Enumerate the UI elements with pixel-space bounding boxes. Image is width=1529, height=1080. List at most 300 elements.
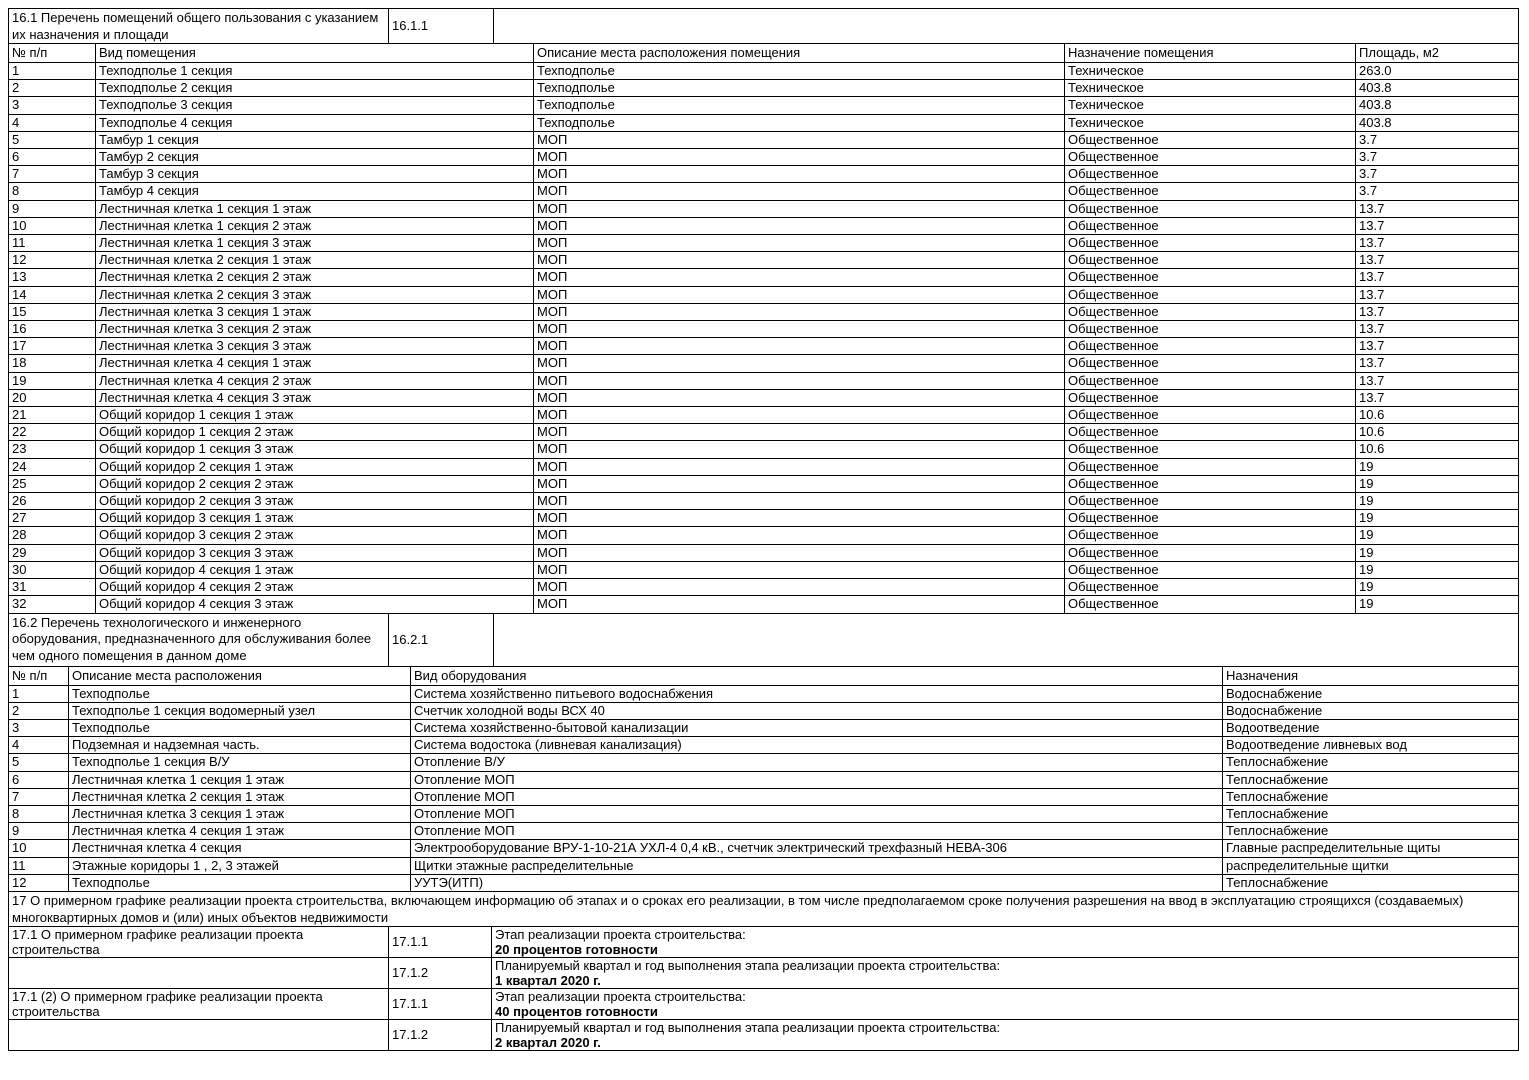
schedule-label-cell: [9, 957, 389, 988]
table-row: [9, 823, 1519, 840]
table-cell: 13.7: [1356, 372, 1519, 389]
table-cell: 13.7: [1356, 200, 1519, 217]
table-cell: 11: [9, 235, 96, 252]
table-cell: Техническое: [1065, 63, 1356, 80]
table-cell: Общий коридор 4 секция 1 этаж: [96, 561, 534, 578]
table-cell: Общественное: [1065, 269, 1356, 286]
table-cell: Счетчик холодной воды ВСХ 40: [411, 702, 1223, 719]
table-row: [9, 840, 1519, 857]
table-cell: 6: [9, 771, 69, 788]
table-cell: 19: [1356, 579, 1519, 596]
table-cell: 9: [9, 823, 69, 840]
table-row: [9, 80, 1519, 97]
col-header-function: Назначения: [1223, 666, 1519, 685]
table-cell: 30: [9, 561, 96, 578]
table-cell: 19: [1356, 458, 1519, 475]
table-cell: 6: [9, 149, 96, 166]
equipment-table: [8, 666, 1519, 892]
schedule-label-cell: 17.1 (2) О примерном графике реализации проекта строительства: [9, 988, 389, 1019]
table-cell: 13.7: [1356, 269, 1519, 286]
schedule-desc: Этап реализации проекта строительства:: [495, 988, 746, 1004]
table-cell: Общественное: [1065, 372, 1356, 389]
table-cell: Лестничная клетка 3 секция 2 этаж: [96, 321, 534, 338]
table-row: [9, 771, 1519, 788]
table-cell: Техподполье 1 секция В/У: [69, 754, 411, 771]
table-cell: МОП: [534, 424, 1065, 441]
table-cell: Техподполье: [69, 874, 411, 891]
table-cell: МОП: [534, 183, 1065, 200]
table-cell: Общественное: [1065, 407, 1356, 424]
table-cell: МОП: [534, 596, 1065, 613]
table-row: [9, 458, 1519, 475]
col-header-area: Площадь, м2: [1356, 44, 1519, 63]
col-header-purpose: Назначение помещения: [1065, 44, 1356, 63]
table-cell: Общественное: [1065, 217, 1356, 234]
schedule-content-cell: [492, 988, 1519, 1019]
table-cell: 11: [9, 857, 69, 874]
table-row: [9, 149, 1519, 166]
table-row: [9, 441, 1519, 458]
table-cell: 10.6: [1356, 407, 1519, 424]
table-row: [9, 355, 1519, 372]
table-row: [9, 874, 1519, 891]
common-rooms-table-body: [9, 63, 1519, 614]
table-cell: Электрооборудование ВРУ-1-10-21А УХЛ-4 0,4 кВ., счетчик электрический трехфазный НЕВА-306: [411, 840, 1223, 857]
table-cell: МОП: [534, 217, 1065, 234]
table-cell: МОП: [534, 131, 1065, 148]
table-cell: Общественное: [1065, 131, 1356, 148]
table-row: [9, 737, 1519, 754]
table-cell: Лестничная клетка 3 секция 1 этаж: [96, 303, 534, 320]
schedule-row: [9, 1019, 1519, 1050]
table-cell: 16: [9, 321, 96, 338]
table-cell: МОП: [534, 407, 1065, 424]
table-cell: МОП: [534, 579, 1065, 596]
schedule-row: [9, 957, 1519, 988]
schedule-desc: Этап реализации проекта строительства:: [495, 926, 746, 942]
table-cell: МОП: [534, 149, 1065, 166]
table-cell: Общественное: [1065, 252, 1356, 269]
table-cell: Общественное: [1065, 183, 1356, 200]
table-cell: МОП: [534, 561, 1065, 578]
table-cell: Лестничная клетка 4 секция 2 этаж: [96, 372, 534, 389]
table-cell: Теплоснабжение: [1223, 788, 1519, 805]
table-cell: Щитки этажные распределительные: [411, 857, 1223, 874]
table-cell: Тамбур 1 секция: [96, 131, 534, 148]
table-cell: МОП: [534, 338, 1065, 355]
table-cell: 8: [9, 183, 96, 200]
schedule-desc: Планируемый квартал и год выполнения этапа реализации проекта строительства:: [495, 1019, 1001, 1035]
table-cell: Техподполье: [534, 97, 1065, 114]
table-row: [9, 372, 1519, 389]
table-row: [9, 596, 1519, 613]
table-cell: Теплоснабжение: [1223, 805, 1519, 822]
table-cell: 13.7: [1356, 235, 1519, 252]
table-cell: Общественное: [1065, 544, 1356, 561]
table-row: [9, 183, 1519, 200]
table-cell: МОП: [534, 372, 1065, 389]
table-row: [9, 702, 1519, 719]
table-cell: Общественное: [1065, 458, 1356, 475]
table-row: [9, 788, 1519, 805]
table-cell: МОП: [534, 269, 1065, 286]
table-cell: МОП: [534, 252, 1065, 269]
schedule-label-cell: [9, 1019, 389, 1050]
table-cell: Общий коридор 3 секция 2 этаж: [96, 527, 534, 544]
table-row: [9, 286, 1519, 303]
table-row: [9, 475, 1519, 492]
table-cell: МОП: [534, 493, 1065, 510]
table-cell: 24: [9, 458, 96, 475]
section-16-2-title: 16.2 Перечень технологического и инженерного оборудования, предназначенного для обслуживания более чем одного помещения в данном доме: [9, 613, 389, 666]
table-row: [9, 63, 1519, 80]
table-cell: Общий коридор 4 секция 2 этаж: [96, 579, 534, 596]
table-cell: Общий коридор 1 секция 3 этаж: [96, 441, 534, 458]
table-cell: 7: [9, 166, 96, 183]
table-cell: Отопление МОП: [411, 823, 1223, 840]
table-cell: 19: [1356, 493, 1519, 510]
table-cell: Лестничная клетка 3 секция 3 этаж: [96, 338, 534, 355]
declaration-document: [8, 8, 1518, 1051]
table-cell: Лестничная клетка 4 секция 3 этаж: [96, 389, 534, 406]
table-cell: Этажные коридоры 1 , 2, 3 этажей: [69, 857, 411, 874]
table-cell: 3.7: [1356, 166, 1519, 183]
section-16-1-empty-cell: [494, 9, 1519, 44]
table-cell: Общественное: [1065, 510, 1356, 527]
table-cell: 13.7: [1356, 286, 1519, 303]
col-header-num: № п/п: [9, 666, 69, 685]
table-cell: Теплоснабжение: [1223, 754, 1519, 771]
table-cell: Лестничная клетка 2 секция 3 этаж: [96, 286, 534, 303]
table-cell: Система хозяйственно-бытовой канализации: [411, 719, 1223, 736]
table-row: [9, 424, 1519, 441]
table-cell: 263.0: [1356, 63, 1519, 80]
table-cell: 1: [9, 63, 96, 80]
schedule-content-cell: [492, 1019, 1519, 1050]
table-cell: Водоотведение ливневых вод: [1223, 737, 1519, 754]
table-row: [9, 131, 1519, 148]
table-cell: 13.7: [1356, 217, 1519, 234]
table-cell: 13.7: [1356, 389, 1519, 406]
schedule-row: [9, 988, 1519, 1019]
table-cell: 22: [9, 424, 96, 441]
table-cell: Техподполье: [69, 719, 411, 736]
table-cell: Лестничная клетка 1 секция 1 этаж: [69, 771, 411, 788]
table-cell: Общественное: [1065, 355, 1356, 372]
table-cell: Техподполье: [534, 63, 1065, 80]
table-row: [9, 252, 1519, 269]
equipment-table-head: [9, 666, 1519, 685]
table-row: [9, 754, 1519, 771]
table-cell: Теплоснабжение: [1223, 823, 1519, 840]
table-cell: 10: [9, 217, 96, 234]
table-cell: 9: [9, 200, 96, 217]
section-16-1-title: 16.1 Перечень помещений общего пользования с указанием их назначения и площади: [9, 9, 389, 44]
table-cell: Общественное: [1065, 149, 1356, 166]
table-cell: Техподполье: [534, 114, 1065, 131]
table-cell: МОП: [534, 235, 1065, 252]
schedule-value: 20 процентов готовности: [495, 941, 658, 957]
table-cell: Отопление В/У: [411, 754, 1223, 771]
table-cell: Лестничная клетка 2 секция 1 этаж: [69, 788, 411, 805]
col-header-num: № п/п: [9, 44, 96, 63]
table-cell: Техподполье: [534, 80, 1065, 97]
table-cell: 2: [9, 80, 96, 97]
table-cell: Общественное: [1065, 166, 1356, 183]
table-row: [9, 805, 1519, 822]
table-cell: 3.7: [1356, 149, 1519, 166]
table-cell: 3.7: [1356, 183, 1519, 200]
table-cell: Лестничная клетка 1 секция 1 этаж: [96, 200, 534, 217]
table-row: [9, 544, 1519, 561]
table-row: [9, 166, 1519, 183]
table-cell: Общественное: [1065, 200, 1356, 217]
table-cell: Техническое: [1065, 97, 1356, 114]
table-row: [9, 217, 1519, 234]
table-row: [9, 561, 1519, 578]
table-row: [9, 303, 1519, 320]
table-cell: Тамбур 3 секция: [96, 166, 534, 183]
table-cell: 403.8: [1356, 97, 1519, 114]
schedule-value: 1 квартал 2020 г.: [495, 972, 601, 988]
table-cell: 13.7: [1356, 355, 1519, 372]
table-cell: 29: [9, 544, 96, 561]
table-cell: 19: [1356, 510, 1519, 527]
table-cell: 3.7: [1356, 131, 1519, 148]
table-cell: 19: [1356, 561, 1519, 578]
table-cell: МОП: [534, 200, 1065, 217]
table-row: [9, 235, 1519, 252]
table-cell: 19: [1356, 596, 1519, 613]
table-cell: 403.8: [1356, 114, 1519, 131]
table-cell: 19: [1356, 475, 1519, 492]
table-cell: Лестничная клетка 4 секция: [69, 840, 411, 857]
schedule-code-cell: 17.1.1: [389, 988, 492, 1019]
table-cell: МОП: [534, 355, 1065, 372]
col-header-equipment-type: Вид оборудования: [411, 666, 1223, 685]
table-cell: Техподполье 3 секция: [96, 97, 534, 114]
table-cell: Общественное: [1065, 527, 1356, 544]
table-cell: Общественное: [1065, 561, 1356, 578]
table-cell: 19: [9, 372, 96, 389]
table-cell: Общественное: [1065, 441, 1356, 458]
table-cell: Общественное: [1065, 303, 1356, 320]
table-cell: 28: [9, 527, 96, 544]
table-cell: 18: [9, 355, 96, 372]
section-note-row: [9, 891, 1519, 926]
table-cell: Система водостока (ливневая канализация): [411, 737, 1223, 754]
table-cell: Лестничная клетка 1 секция 2 этаж: [96, 217, 534, 234]
table-cell: 13.7: [1356, 303, 1519, 320]
table-cell: 4: [9, 737, 69, 754]
table-row: [9, 321, 1519, 338]
table-cell: 10.6: [1356, 441, 1519, 458]
table-cell: Отопление МОП: [411, 805, 1223, 822]
table-cell: Техническое: [1065, 114, 1356, 131]
table-cell: Лестничная клетка 4 секция 1 этаж: [96, 355, 534, 372]
table-cell: МОП: [534, 303, 1065, 320]
table-cell: Общий коридор 4 секция 3 этаж: [96, 596, 534, 613]
table-cell: Общий коридор 3 секция 3 этаж: [96, 544, 534, 561]
section-16-1-code: 16.1.1: [389, 9, 494, 44]
table-cell: Общественное: [1065, 338, 1356, 355]
table-cell: Общественное: [1065, 321, 1356, 338]
table-row: [9, 269, 1519, 286]
section-17-text: 17 О примерном графике реализации проекта строительства, включающем информацию об этапах и о сроках его реализации, в том числе предполагаемом сроке получения разрешения на ввод в эксплуатацию строящихся (создаваемых) многоквартирных домов и (или) иных объектов недвижимости: [9, 891, 1519, 926]
table-cell: Лестничная клетка 3 секция 1 этаж: [69, 805, 411, 822]
table-cell: Лестничная клетка 2 секция 1 этаж: [96, 252, 534, 269]
table-cell: 13.7: [1356, 321, 1519, 338]
schedule-table: [8, 926, 1519, 1051]
table-row: [9, 493, 1519, 510]
table-cell: Общественное: [1065, 475, 1356, 492]
table-cell: 21: [9, 407, 96, 424]
col-header-location: Описание места расположения помещения: [534, 44, 1065, 63]
section-header-row: [9, 613, 1519, 666]
table-cell: 7: [9, 788, 69, 805]
table-cell: 32: [9, 596, 96, 613]
table-cell: Лестничная клетка 4 секция 1 этаж: [69, 823, 411, 840]
table-cell: 1: [9, 685, 69, 702]
schedule-value: 2 квартал 2020 г.: [495, 1034, 601, 1050]
table-cell: 15: [9, 303, 96, 320]
table-cell: 3: [9, 719, 69, 736]
table-cell: 26: [9, 493, 96, 510]
table-cell: Система хозяйственно питьевого водоснабжения: [411, 685, 1223, 702]
table-cell: МОП: [534, 458, 1065, 475]
table-cell: 5: [9, 131, 96, 148]
table-cell: 10.6: [1356, 424, 1519, 441]
table-cell: 4: [9, 114, 96, 131]
table-row: [9, 510, 1519, 527]
table-cell: Техподполье: [69, 685, 411, 702]
table-cell: 12: [9, 874, 69, 891]
table-row: [9, 200, 1519, 217]
table-cell: 23: [9, 441, 96, 458]
table-cell: Отопление МОП: [411, 771, 1223, 788]
col-header-location: Описание места расположения: [69, 666, 411, 685]
table-cell: 13: [9, 269, 96, 286]
col-header-room-type: Вид помещения: [96, 44, 534, 63]
schedule-code-cell: 17.1.1: [389, 926, 492, 957]
table-cell: 19: [1356, 527, 1519, 544]
table-header-row: [9, 44, 1519, 63]
table-cell: Общий коридор 2 секция 1 этаж: [96, 458, 534, 475]
table-cell: Общий коридор 2 секция 3 этаж: [96, 493, 534, 510]
table-cell: МОП: [534, 389, 1065, 406]
table-cell: Техподполье 4 секция: [96, 114, 534, 131]
table-cell: Общественное: [1065, 235, 1356, 252]
schedule-code-cell: 17.1.2: [389, 1019, 492, 1050]
table-cell: МОП: [534, 286, 1065, 303]
table-row: [9, 527, 1519, 544]
table-cell: распределительные щитки: [1223, 857, 1519, 874]
equipment-table-body: [9, 685, 1519, 891]
schedule-code-cell: 17.1.2: [389, 957, 492, 988]
table-cell: Техподполье 2 секция: [96, 80, 534, 97]
table-cell: Тамбур 2 секция: [96, 149, 534, 166]
table-cell: Техническое: [1065, 80, 1356, 97]
table-row: [9, 579, 1519, 596]
table-row: [9, 407, 1519, 424]
table-cell: МОП: [534, 544, 1065, 561]
schedule-label-cell: 17.1 О примерном графике реализации проекта строительства: [9, 926, 389, 957]
table-cell: Общественное: [1065, 596, 1356, 613]
table-cell: Общий коридор 1 секция 1 этаж: [96, 407, 534, 424]
schedule-content-cell: [492, 926, 1519, 957]
table-cell: Общий коридор 1 секция 2 этаж: [96, 424, 534, 441]
table-cell: 25: [9, 475, 96, 492]
table-cell: 12: [9, 252, 96, 269]
table-cell: Отопление МОП: [411, 788, 1223, 805]
table-row: [9, 719, 1519, 736]
table-cell: Общественное: [1065, 493, 1356, 510]
section-16-1-header: [8, 8, 1519, 44]
table-cell: 13.7: [1356, 252, 1519, 269]
table-cell: 13.7: [1356, 338, 1519, 355]
table-cell: МОП: [534, 510, 1065, 527]
table-cell: 14: [9, 286, 96, 303]
table-cell: УУТЭ(ИТП): [411, 874, 1223, 891]
table-cell: 2: [9, 702, 69, 719]
table-cell: МОП: [534, 475, 1065, 492]
table-cell: Общий коридор 3 секция 1 этаж: [96, 510, 534, 527]
schedule-table-body: [9, 926, 1519, 1050]
table-cell: Водоснабжение: [1223, 702, 1519, 719]
section-17-note: [8, 891, 1519, 927]
table-cell: Техподполье 1 секция: [96, 63, 534, 80]
schedule-value: 40 процентов готовности: [495, 1003, 658, 1019]
section-16-2-empty-cell: [494, 613, 1519, 666]
table-cell: Общественное: [1065, 579, 1356, 596]
section-header-row: [9, 9, 1519, 44]
common-rooms-table-head: [9, 44, 1519, 63]
table-cell: Водоотведение: [1223, 719, 1519, 736]
schedule-content-cell: [492, 957, 1519, 988]
table-cell: Лестничная клетка 1 секция 3 этаж: [96, 235, 534, 252]
table-row: [9, 685, 1519, 702]
table-header-row: [9, 666, 1519, 685]
section-16-2-header: [8, 613, 1519, 667]
table-cell: 8: [9, 805, 69, 822]
schedule-row: [9, 926, 1519, 957]
table-cell: 10: [9, 840, 69, 857]
table-cell: Лестничная клетка 2 секция 2 этаж: [96, 269, 534, 286]
table-row: [9, 97, 1519, 114]
table-cell: Тамбур 4 секция: [96, 183, 534, 200]
table-cell: 17: [9, 338, 96, 355]
table-row: [9, 857, 1519, 874]
table-cell: Подземная и надземная часть.: [69, 737, 411, 754]
table-cell: 31: [9, 579, 96, 596]
table-row: [9, 389, 1519, 406]
table-cell: Водоснабжение: [1223, 685, 1519, 702]
schedule-desc: Планируемый квартал и год выполнения этапа реализации проекта строительства:: [495, 957, 1001, 973]
table-row: [9, 114, 1519, 131]
table-cell: Общий коридор 2 секция 2 этаж: [96, 475, 534, 492]
table-cell: МОП: [534, 166, 1065, 183]
table-cell: МОП: [534, 441, 1065, 458]
table-cell: МОП: [534, 527, 1065, 544]
table-cell: МОП: [534, 321, 1065, 338]
common-rooms-table: [8, 43, 1519, 614]
table-cell: Общественное: [1065, 389, 1356, 406]
table-cell: Теплоснабжение: [1223, 874, 1519, 891]
table-cell: 27: [9, 510, 96, 527]
table-cell: Главные распределительные щиты: [1223, 840, 1519, 857]
table-cell: 403.8: [1356, 80, 1519, 97]
table-cell: Теплоснабжение: [1223, 771, 1519, 788]
